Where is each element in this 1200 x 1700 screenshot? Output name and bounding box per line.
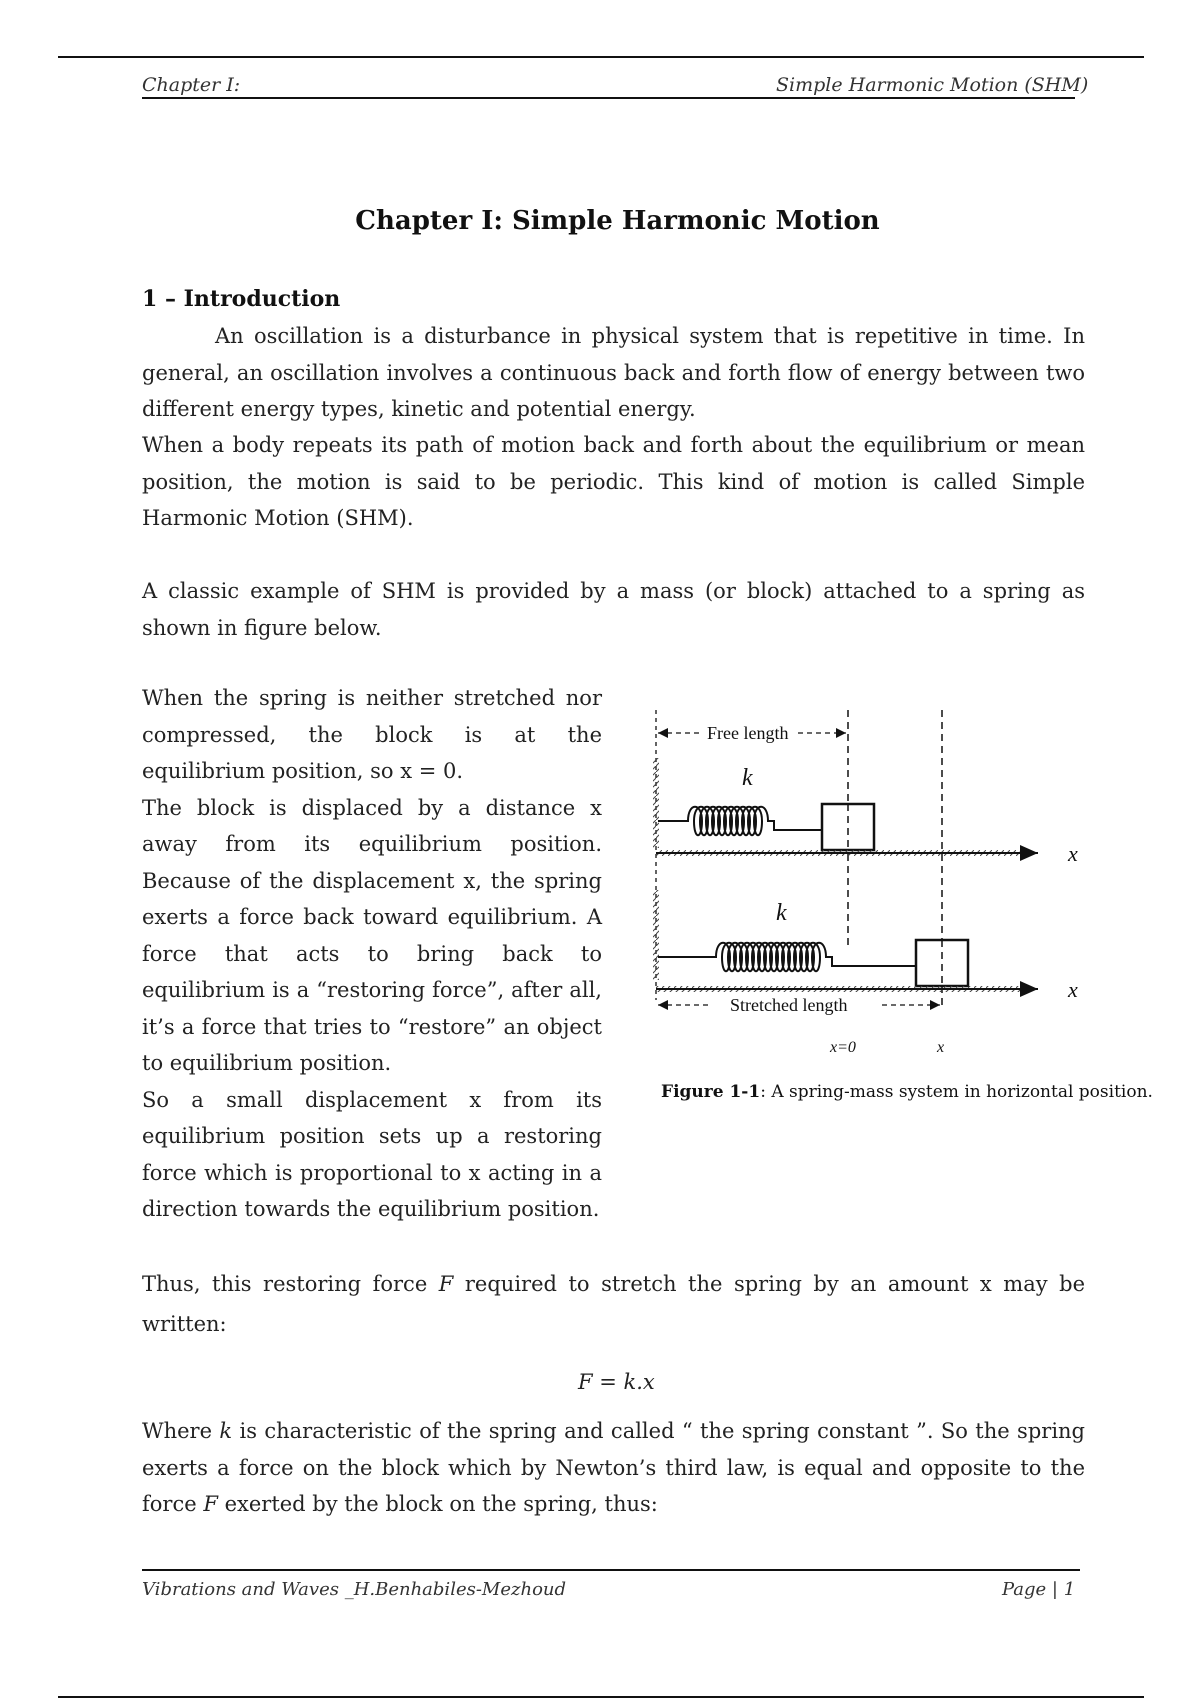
spring-top xyxy=(658,807,822,836)
axis-top-label: x xyxy=(1068,841,1078,866)
header-underline xyxy=(142,97,1075,99)
spring-bottom xyxy=(658,943,916,972)
header-right: Simple Harmonic Motion (SHM) xyxy=(776,74,1089,96)
wall-bottom xyxy=(653,890,659,980)
stretched-length-dimension xyxy=(658,995,940,1015)
figure-caption-label: Figure 1-1 xyxy=(661,1082,761,1102)
paragraph-3: A classic example of SHM is provided by a mass (or block) attached to a spring as shown in figure below. xyxy=(142,579,1085,640)
footer-left: Vibrations and Waves _H.Benhabiles-Mezhoud xyxy=(142,1579,567,1600)
x0-label: x=0 xyxy=(830,1039,856,1056)
axis-bottom xyxy=(656,977,1078,1002)
paragraph-5-part-c: exerted by the block on the spring, thus: xyxy=(217,1492,658,1516)
x-position-label: x xyxy=(937,1039,945,1056)
axis-bottom-label: x xyxy=(1068,977,1078,1002)
top-rule xyxy=(58,56,1144,58)
stretched-length-label: Stretched length xyxy=(730,995,848,1015)
equation: F = k.x xyxy=(578,1370,655,1394)
left-paragraph-2: The block is displaced by a distance x away from its equilibrium position. Because of the displacement x, the spring exerts a force back toward equilibrium. A force that acts to bring back to equilibrium is a “restoring force”, after all, it’s a force that tries to “restore” an object to equilibrium position. xyxy=(142,795,602,1075)
page-title: Chapter I: Simple Harmonic Motion xyxy=(355,206,880,236)
left-column-text xyxy=(142,680,602,1228)
paragraph-4 xyxy=(142,1264,1085,1344)
header-left: Chapter I: xyxy=(142,74,241,96)
paragraph-1: An oscillation is a disturbance in physical system that is repetitive in time. In general, an oscillation involves a continuous back and forth flow of energy between two different energy types, kinetic and potential energy. xyxy=(142,324,1085,421)
bottom-rule xyxy=(58,1696,1144,1698)
left-paragraph-1: When the spring is neither stretched nor compressed, the block is at the equilibrium position, so x = 0. xyxy=(142,686,602,783)
spring-constant-bottom: k xyxy=(776,900,787,926)
paragraph-5-part-b: is characteristic of the spring and called “ the spring constant ”. So the spring exerts a force on the block which by Newton’s third law, is equal and opposite to the force xyxy=(142,1419,1086,1516)
spring-constant-symbol: k xyxy=(219,1419,233,1443)
paragraph-2: When a body repeats its path of motion back and forth about the equilibrium or mean position, the motion is said to be periodic. This kind of motion is called Simple Harmonic Motion (SHM). xyxy=(142,433,1085,530)
footer-right: Page | 1 xyxy=(1002,1579,1076,1600)
figure-caption-text: : A spring-mass system in horizontal position. xyxy=(760,1082,1153,1102)
force-symbol: F xyxy=(203,1492,218,1516)
spring-constant-top: k xyxy=(742,765,753,791)
section-heading: 1 – Introduction xyxy=(142,286,341,312)
free-length-dimension xyxy=(658,723,846,743)
paragraph-5 xyxy=(142,1413,1085,1523)
free-length-label: Free length xyxy=(707,723,789,743)
figure-caption xyxy=(661,1082,1153,1102)
spring-mass-figure xyxy=(650,700,1100,1060)
left-paragraph-3: So a small displacement x from its equilibrium position sets up a restoring force which is proportional to x acting in a direction towards the equilibrium position. xyxy=(142,1087,602,1221)
wall-top xyxy=(653,758,659,848)
force-vector-symbol: F xyxy=(438,1272,454,1296)
paragraph-5-part-a: Where xyxy=(142,1419,220,1443)
footer-rule xyxy=(142,1569,1080,1571)
paragraph-4-start: Thus, this restoring force xyxy=(142,1272,439,1296)
paragraph-4-end: required to stretch the spring by an amount x may be written: xyxy=(142,1272,1085,1336)
